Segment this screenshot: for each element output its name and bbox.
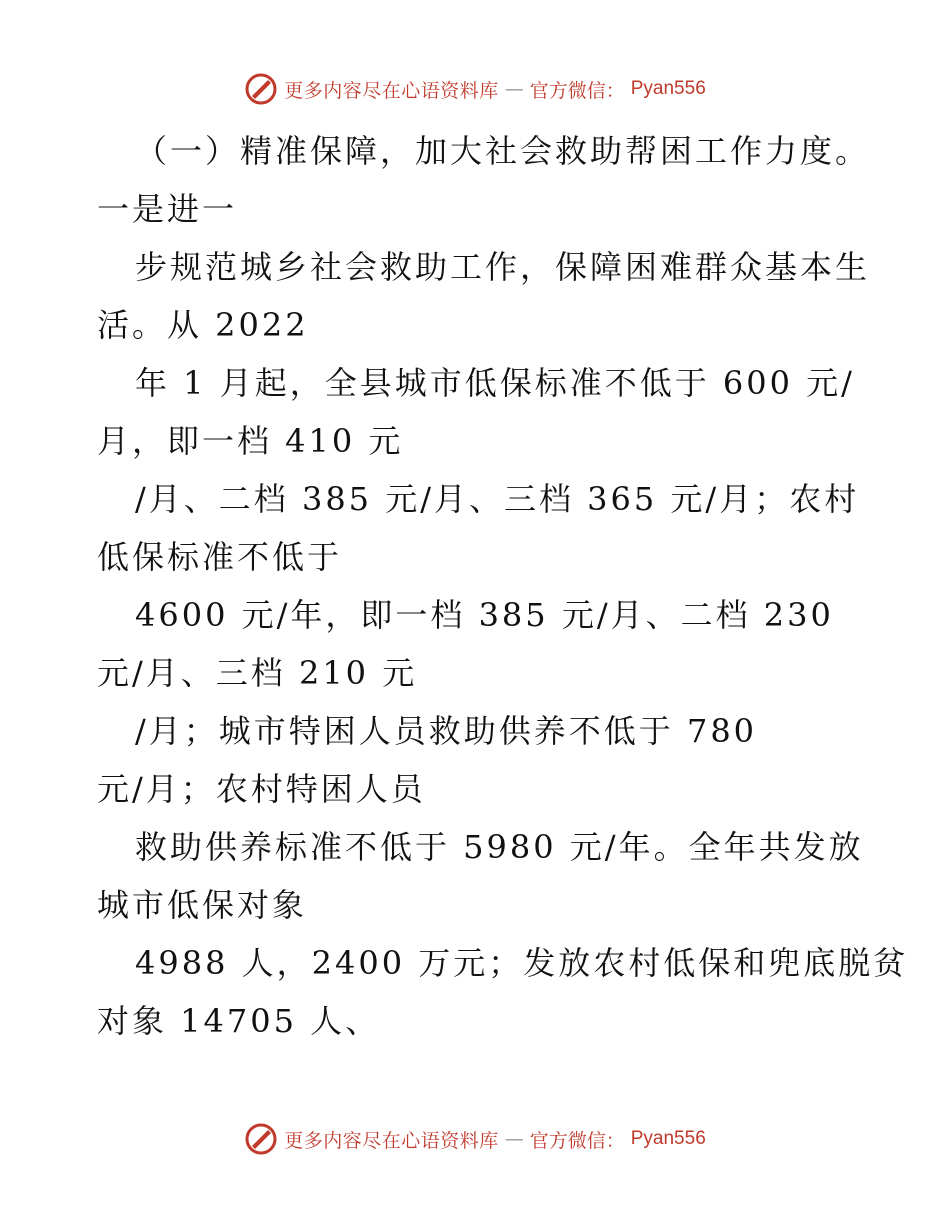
document-line: 低保标准不低于 xyxy=(97,538,343,576)
document-line: /月；城市特困人员救助供养不低于 780 xyxy=(135,712,758,750)
document-line: 元/月、三档 210 元 xyxy=(97,654,418,692)
document-line: 4600 元/年，即一档 385 元/月、二档 230 xyxy=(135,596,834,634)
document-line: 步规范城乡社会救助工作，保障困难群众基本生 xyxy=(135,248,871,286)
watermark-wechat-label: 官方微信： xyxy=(529,1129,625,1152)
document-line: 活。从 2022 xyxy=(97,306,309,344)
brand-logo-icon xyxy=(244,72,278,106)
watermark-text: 更多内容尽在心语资料库 xyxy=(284,1129,499,1152)
document-line: 月，即一档 410 元 xyxy=(97,422,404,460)
brand-logo-icon xyxy=(244,1122,278,1156)
document-line: 对象 14705 人、 xyxy=(97,1002,381,1040)
watermark-text: 更多内容尽在心语资料库 xyxy=(284,79,499,102)
watermark-wechat-id: Pyan556 xyxy=(630,78,706,99)
document-line: 年 1 月起，全县城市低保标准不低于 600 元/ xyxy=(135,364,855,402)
document-line: /月、二档 385 元/月、三档 365 元/月；农村 xyxy=(135,480,860,518)
watermark-wechat-label: 官方微信： xyxy=(529,79,625,102)
document-line: 救助供养标准不低于 5980 元/年。全年共发放 xyxy=(135,828,864,866)
footer-watermark xyxy=(0,1122,950,1156)
document-line: 元/月；农村特困人员 xyxy=(97,770,426,808)
header-watermark xyxy=(0,72,950,106)
watermark-wechat-id: Pyan556 xyxy=(630,1128,706,1149)
document-line: 一是进一 xyxy=(97,190,238,228)
watermark-dash: — xyxy=(504,78,524,100)
document-line: 4988 人，2400 万元；发放农村低保和兜底脱贫 xyxy=(135,944,909,982)
document-line: 城市低保对象 xyxy=(97,886,308,924)
document-line: （一）精准保障，加大社会救助帮困工作力度。 xyxy=(135,132,871,170)
document-body xyxy=(97,122,909,1050)
watermark-dash: — xyxy=(504,1128,524,1150)
